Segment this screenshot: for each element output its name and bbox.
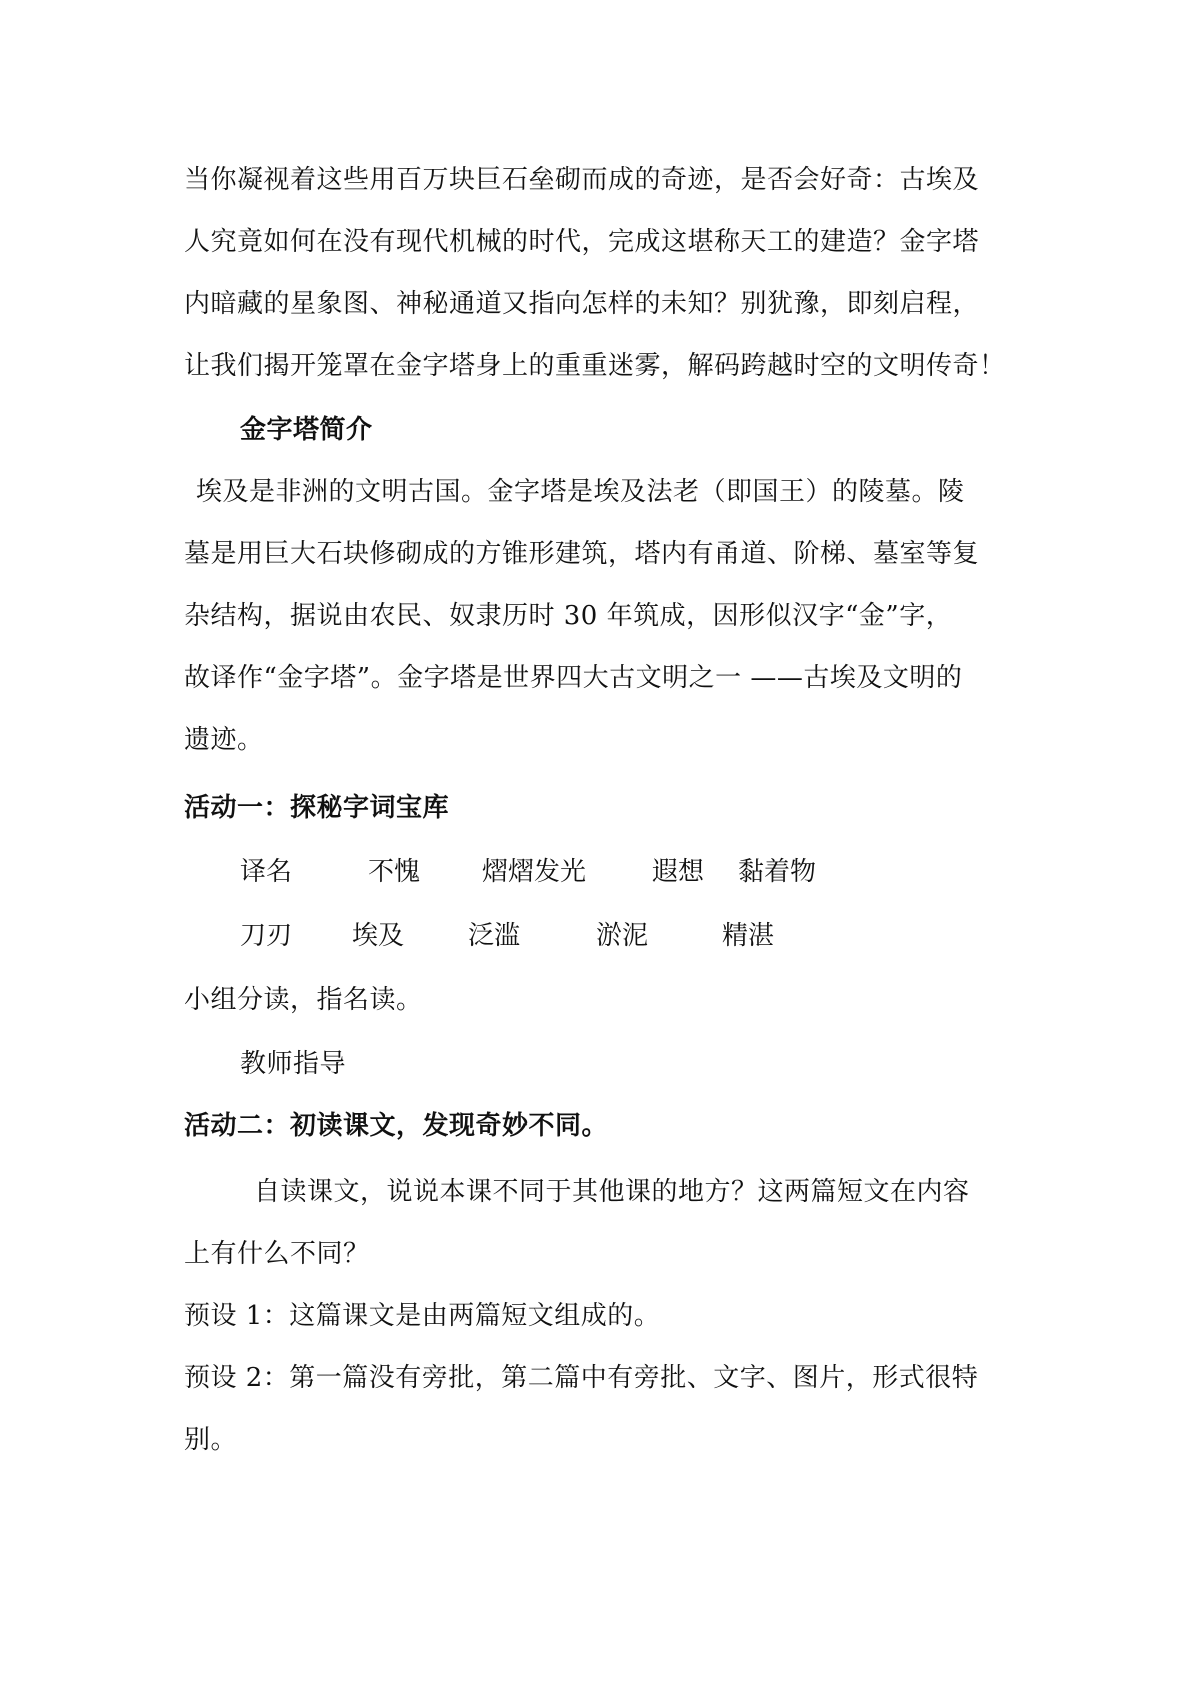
activity2-question-line-2: 上有什么不同？ [184,1239,370,1269]
vocab-word: 精湛 [722,921,775,951]
activity2-preset-2-line-2: 别。 [184,1425,238,1455]
pyramid-intro-line-3: 杂结构，据说由农民、奴隶历时 30 年筑成，因形似汉字“金”字， [184,601,953,631]
intro-line-1: 当你凝视着这些用百万块巨石垒砌而成的奇迹，是否会好奇：古埃及 [184,165,980,195]
vocab-word: 泛滥 [468,921,521,951]
activity2-preset-1: 预设 1：这篇课文是由两篇短文组成的。 [184,1301,661,1331]
activity2-question-line-1: 自读课文，说说本课不同于其他课的地方？这两篇短文在内容 [254,1177,970,1207]
vocab-word: 不愧 [368,857,421,887]
pyramid-intro-line-5: 遗迹。 [184,725,264,755]
vocab-word: 淤泥 [596,921,649,951]
pyramid-intro-line-2: 墓是用巨大石块修砌成的方锥形建筑，塔内有甬道、阶梯、墓室等复 [184,539,980,569]
intro-line-2: 人究竟如何在没有现代机械的时代，完成这堪称天工的建造？金字塔 [184,227,980,257]
activity2-preset-2-line-1: 预设 2：第一篇没有旁批，第二篇中有旁批、文字、图片，形式很特 [184,1363,979,1393]
vocab-word: 译名 [240,857,293,887]
activity1-reading: 小组分读，指名读。 [184,985,423,1015]
vocab-word: 刀刃 [240,921,293,951]
activity1-guidance: 教师指导 [240,1049,347,1079]
pyramid-intro-heading: 金字塔简介 [240,415,373,445]
vocab-word: 遐想 [652,857,705,887]
intro-line-3: 内暗藏的星象图、神秘通道又指向怎样的未知？别犹豫，即刻启程， [184,289,980,319]
pyramid-intro-line-1: 埃及是非洲的文明古国。金字塔是埃及法老（即国王）的陵墓。陵 [196,477,965,507]
activity1-heading: 活动一：探秘字词宝库 [184,793,450,823]
vocab-word: 黏着物 [738,857,817,887]
activity2-heading: 活动二：初读课文，发现奇妙不同。 [184,1111,609,1141]
pyramid-intro-line-4: 故译作“金字塔”。金字塔是世界四大古文明之一 ——古埃及文明的 [184,663,963,693]
vocab-word: 熠熠发光 [482,857,587,887]
vocab-word: 埃及 [352,921,405,951]
intro-line-4: 让我们揭开笼罩在金字塔身上的重重迷雾，解码跨越时空的文明传奇！ [184,351,1006,381]
